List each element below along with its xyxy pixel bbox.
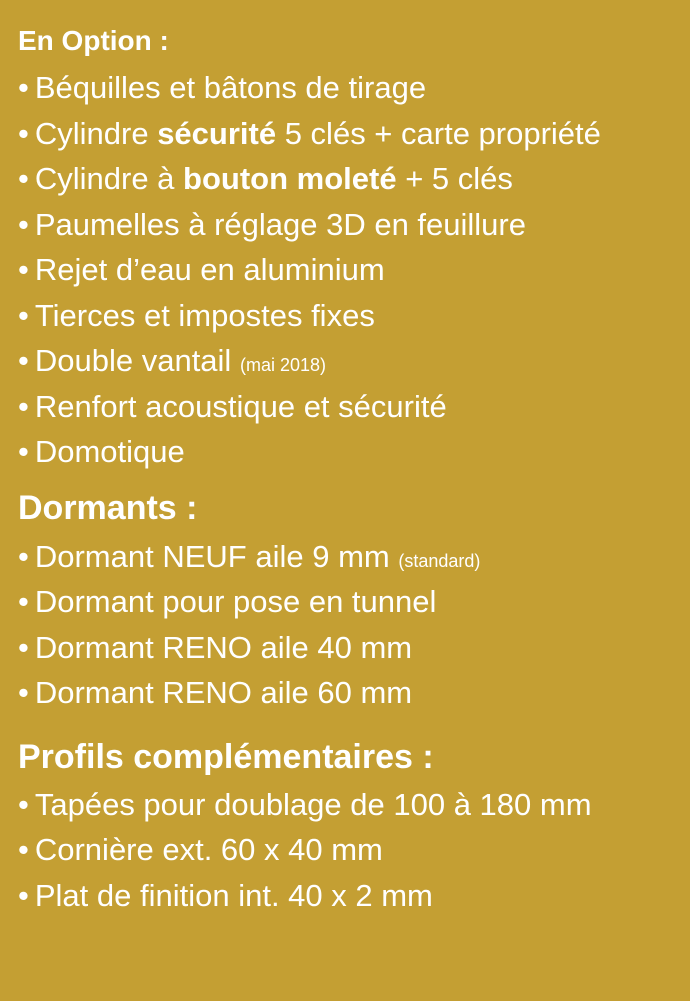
bullet: • (18, 70, 29, 105)
bullet: • (18, 388, 29, 424)
list-item: • Tapées pour doublage de 100 à 180 mm (18, 786, 592, 822)
list-item: • Rejet d’eau en aluminium (18, 252, 385, 287)
list-item: • Dormant pour pose en tunnel (18, 584, 437, 619)
list-item: • Paumelles à réglage 3D en feuillure (18, 206, 526, 242)
list-item: • Béquilles et bâtons de tirage (18, 70, 427, 105)
bullet: • (18, 786, 29, 822)
bullet: • (18, 434, 29, 469)
bullet: • (18, 675, 29, 710)
list-item: • Cylindre sécurité 5 clés + carte propriété (18, 115, 601, 151)
list-item: • Double vantail (mai 2018) (18, 343, 326, 378)
bullet: • (18, 832, 29, 867)
list-item: • Cylindre à bouton moleté + 5 clés (18, 161, 513, 196)
list-item: • Cornière ext. 60 x 40 mm (18, 832, 383, 867)
list-item: • Tierces et impostes fixes (18, 297, 375, 333)
section-profils (18, 737, 690, 919)
section-options (18, 27, 690, 475)
bullet: • (18, 629, 29, 665)
bullet: • (18, 206, 29, 242)
profils-list (18, 782, 690, 919)
options-list (18, 65, 690, 475)
dormants-list (18, 534, 690, 716)
bullet: • (18, 161, 29, 196)
item-note: (standard) (398, 550, 481, 571)
list-item: • Renfort acoustique et sécurité (18, 388, 447, 424)
bullet: • (18, 297, 29, 333)
bullet: • (18, 877, 29, 913)
bullet: • (18, 584, 29, 619)
bullet: • (18, 343, 29, 378)
section-title-options: En Option : (18, 25, 169, 56)
list-item: • Dormant RENO aile 40 mm (18, 629, 413, 665)
list-item: • Domotique (18, 434, 185, 469)
list-item: • Dormant RENO aile 60 mm (18, 675, 413, 710)
section-title-dormants: Dormants : (18, 488, 198, 527)
section-title-profils: Profils complémentaires : (18, 737, 434, 776)
bullet: • (18, 538, 29, 574)
list-item: • Dormant NEUF aile 9 mm (standard) (18, 538, 481, 574)
list-item: • Plat de finition int. 40 x 2 mm (18, 877, 433, 913)
item-note: (mai 2018) (239, 355, 326, 375)
bullet: • (18, 115, 29, 151)
bullet: • (18, 252, 29, 287)
section-dormants (18, 488, 690, 716)
